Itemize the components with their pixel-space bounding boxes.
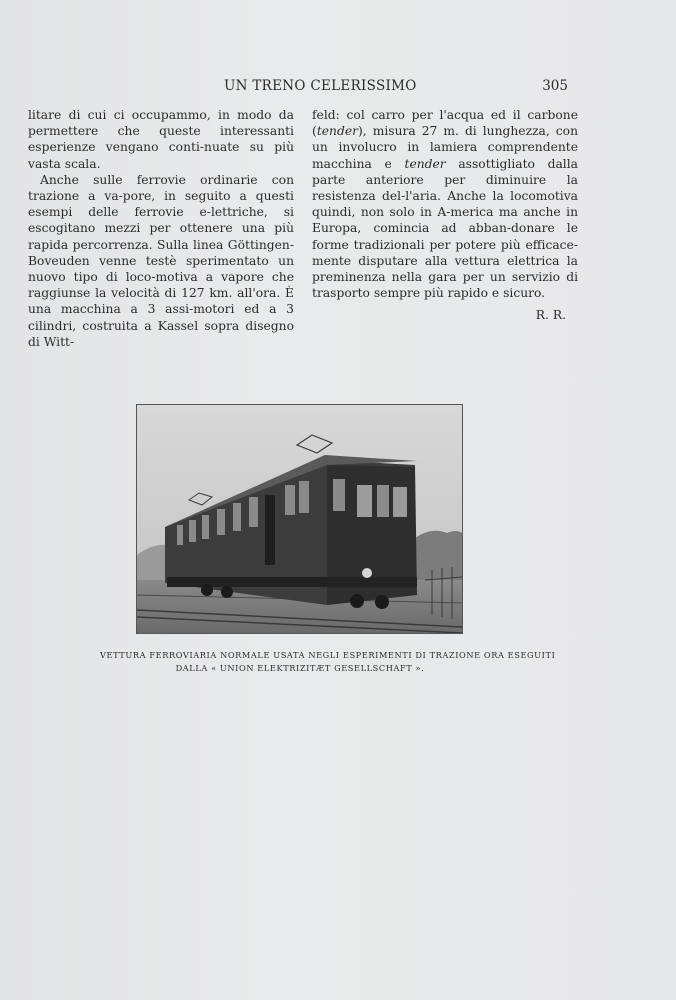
- page-number: 305: [542, 78, 568, 94]
- left-paragraph-2: Anche sulle ferrovie ordinarie con trazione a va-pore, in seguito a questi esempi delle ferrovie e-lettriche, si escogitano mezzi per ottenere una più rapida percorrenza. Sulla linea Göttingen-Boveuden venne testè sperimentato un nuovo tipo di loco-motiva a vapore che raggiunse la velocità di 127 km. all'ora. È una macchina a 3 assi-motori ed a 3 cilindri, costruita a Kassel sopra disegno di Witt-: [28, 172, 294, 349]
- railcar-photograph: [136, 404, 463, 634]
- figure-caption: [100, 649, 556, 675]
- left-column: [28, 107, 294, 350]
- text-run: ), misura 27 m. di lunghezza, con un involucro in lamiera comprendente macchina e: [312, 124, 578, 171]
- italic-term: tender: [316, 124, 358, 139]
- right-paragraph-1: [312, 107, 578, 301]
- right-column: [312, 107, 578, 324]
- text-run: feld: col carro per l'acqua ed il carbone (: [312, 108, 578, 139]
- running-head: [28, 78, 568, 98]
- text-run: assottigliato dalla parte anteriore per diminuire la resistenza del-l'aria. Anche la locomotiva quindi, non solo in A-merica ma anche in Europa, comincia ad abban-donare le forme tradizionali per potere più efficace-mente disputare alla vettura elettrica la preminenza nella gara per un servizio di trasporto sempre più rapido e sicuro.: [312, 156, 578, 301]
- author-signature: R. R.: [535, 308, 566, 323]
- italic-term: tender: [404, 156, 446, 171]
- left-paragraph-1: litare di cui ci occupammo, in modo da permettere che queste interessanti esperienze vengano conti-nuate su più vasta scala.: [28, 108, 294, 171]
- railcar-photo-illustration: [137, 405, 462, 633]
- caption-line-1: VETTURA FERROVIARIA NORMALE USATA NEGLI ESPERIMENTI DI TRAZIONE ORA ESEGUITI: [100, 650, 556, 660]
- caption-line-2: DALLA « UNION ELEKTRIZITÆT GESELLSCHAFT ».: [175, 663, 425, 673]
- running-title: UN TRENO CELERISSIMO: [224, 78, 417, 94]
